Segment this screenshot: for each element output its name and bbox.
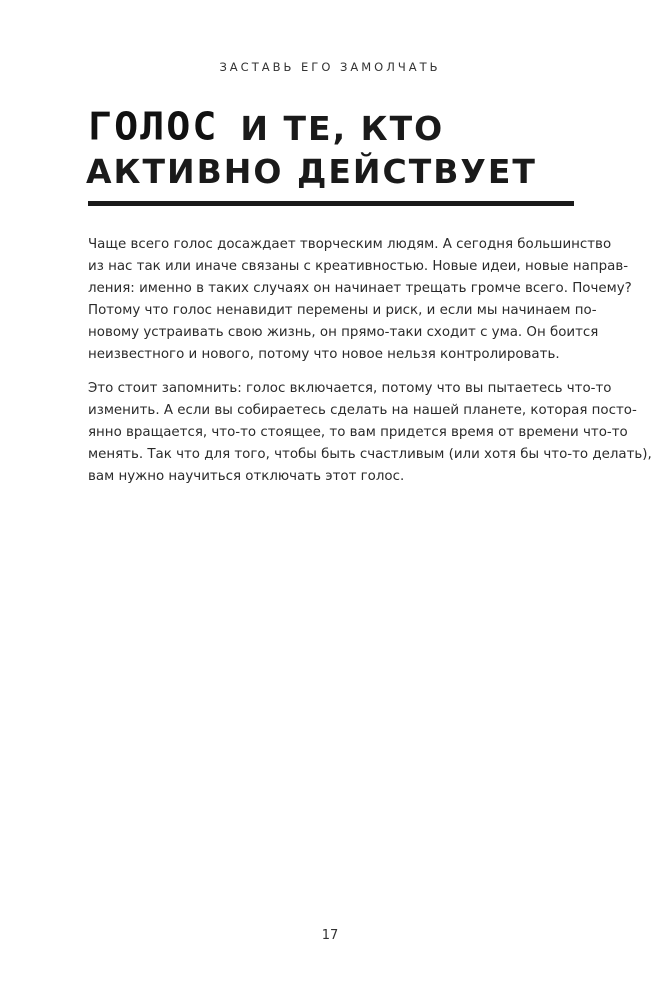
text-line: янно вращается, что-то стоящее, то вам придется время от времени что-то [88,425,628,440]
text-line: изменить. А если вы собираетесь сделать на нашей планете, которая посто- [88,403,637,418]
page-number: 17 [321,928,339,943]
title-text: АКТИВНО ДЕЙСТВУЕТ [86,152,537,191]
text-line: вам нужно научиться отключать этот голос. [88,469,405,484]
handwritten-title-word: ГОЛОС [88,105,219,149]
title-divider [88,201,574,206]
text-line: ления: именно в таких случаях он начинает трещать громче всего. Почему? [88,281,632,296]
text-line: менять. Так что для того, чтобы быть счастливым (или хотя бы что-то делать), [88,447,652,462]
paragraph-2 [88,378,652,488]
title-text: И ТЕ, КТО [240,109,445,148]
chapter-title-line-1 [88,104,444,150]
text-line: из нас так или иначе связаны с креативностью. Новые идеи, новые направ- [88,259,629,274]
text-line: новому устраивать свою жизнь, он прямо-таки сходит с ума. Он боится [88,325,599,340]
paragraph-1 [88,234,632,366]
text-line: Это стоит запомнить: голос включается, потому что вы пытаетесь что-то [88,381,612,396]
text-line: Потому что голос ненавидит перемены и риск, и если мы начинаем по- [88,303,597,318]
text-line: Чаще всего голос досаждает творческим людям. А сегодня большинство [88,237,612,252]
chapter-title-line-2 [86,152,537,191]
text-line: неизвестного и нового, потому что новое нельзя контролировать. [88,347,560,362]
running-header: ЗАСТАВЬ ЕГО ЗАМОЛЧАТЬ [219,60,441,74]
